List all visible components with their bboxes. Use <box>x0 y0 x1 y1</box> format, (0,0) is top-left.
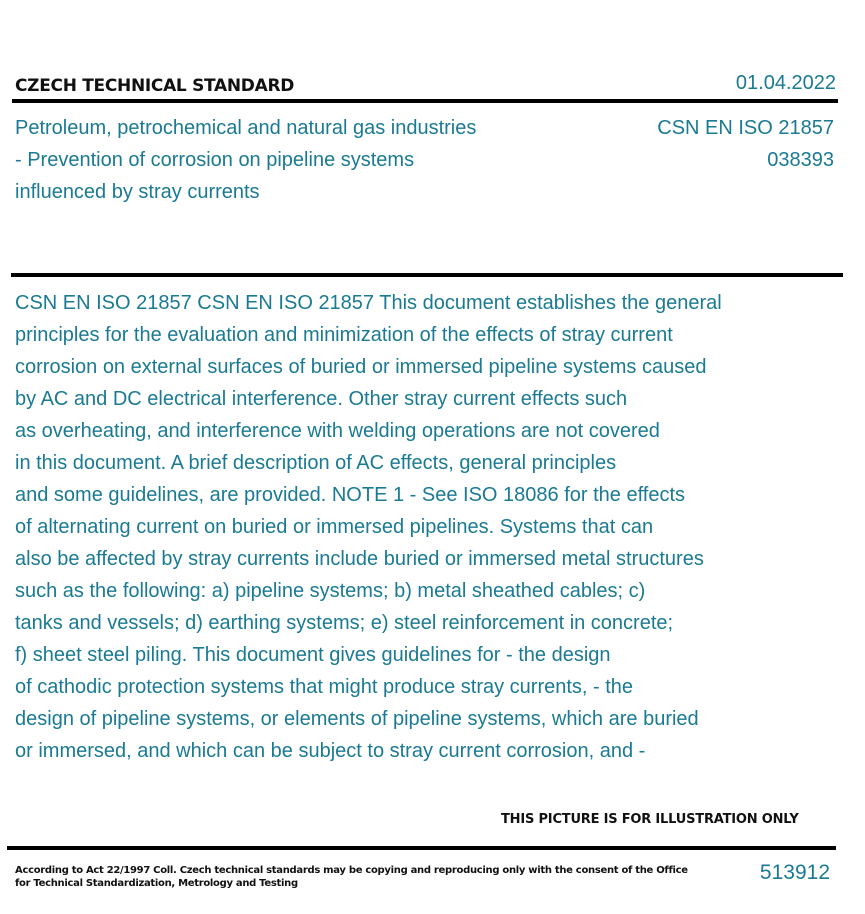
title-divider <box>11 273 843 277</box>
illustration-note: THIS PICTURE IS FOR ILLUSTRATION ONLY <box>501 812 799 827</box>
body-line: or immersed, and which can be subject to stray current corrosion, and - <box>15 740 646 762</box>
document-number: 513912 <box>759 861 830 884</box>
legal-notice-line-2: for Technical Standardization, Metrology and Testing <box>15 878 298 889</box>
body-line: as overheating, and interference with welding operations are not covered <box>15 420 660 442</box>
body-line: of alternating current on buried or immersed pipelines. Systems that can <box>15 516 654 538</box>
title-line-3: influenced by stray currents <box>15 181 260 203</box>
body-line: such as the following: a) pipeline systems; b) metal sheathed cables; c) <box>15 580 646 602</box>
body-line: f) sheet steel piling. This document gives guidelines for - the design <box>15 644 611 666</box>
body-line: corrosion on external surfaces of buried or immersed pipeline systems caused <box>15 356 707 378</box>
body-line: in this document. A brief description of AC effects, general principles <box>15 452 617 474</box>
body-line: tanks and vessels; d) earthing systems; e) steel reinforcement in concrete; <box>15 612 674 634</box>
title-line-2: - Prevention of corrosion on pipeline systems <box>15 149 415 171</box>
header-divider <box>12 99 838 103</box>
body-line: and some guidelines, are provided. NOTE 1 - See ISO 18086 for the effects <box>15 484 686 506</box>
body-line: also be affected by stray currents include buried or immersed metal structures <box>15 548 704 570</box>
body-line: of cathodic protection systems that might produce stray currents, - the <box>15 676 634 698</box>
body-line: principles for the evaluation and minimization of the effects of stray current <box>15 324 673 346</box>
standard-code: CSN EN ISO 21857 <box>657 117 834 139</box>
body-line: CSN EN ISO 21857 CSN EN ISO 21857 This document establishes the general <box>15 292 722 314</box>
catalog-number: 038393 <box>767 149 834 171</box>
body-line: by AC and DC electrical interference. Other stray current effects such <box>15 388 628 410</box>
title-line-1: Petroleum, petrochemical and natural gas industries <box>15 117 477 139</box>
footer-divider <box>7 846 836 850</box>
document-heading: CZECH TECHNICAL STANDARD <box>15 76 295 96</box>
publication-date: 01.04.2022 <box>735 72 836 94</box>
legal-notice-line-1: According to Act 22/1997 Coll. Czech technical standards may be copying and reproducing only with the consent of the Office <box>15 865 688 876</box>
body-line: design of pipeline systems, or elements of pipeline systems, which are buried <box>15 708 699 730</box>
